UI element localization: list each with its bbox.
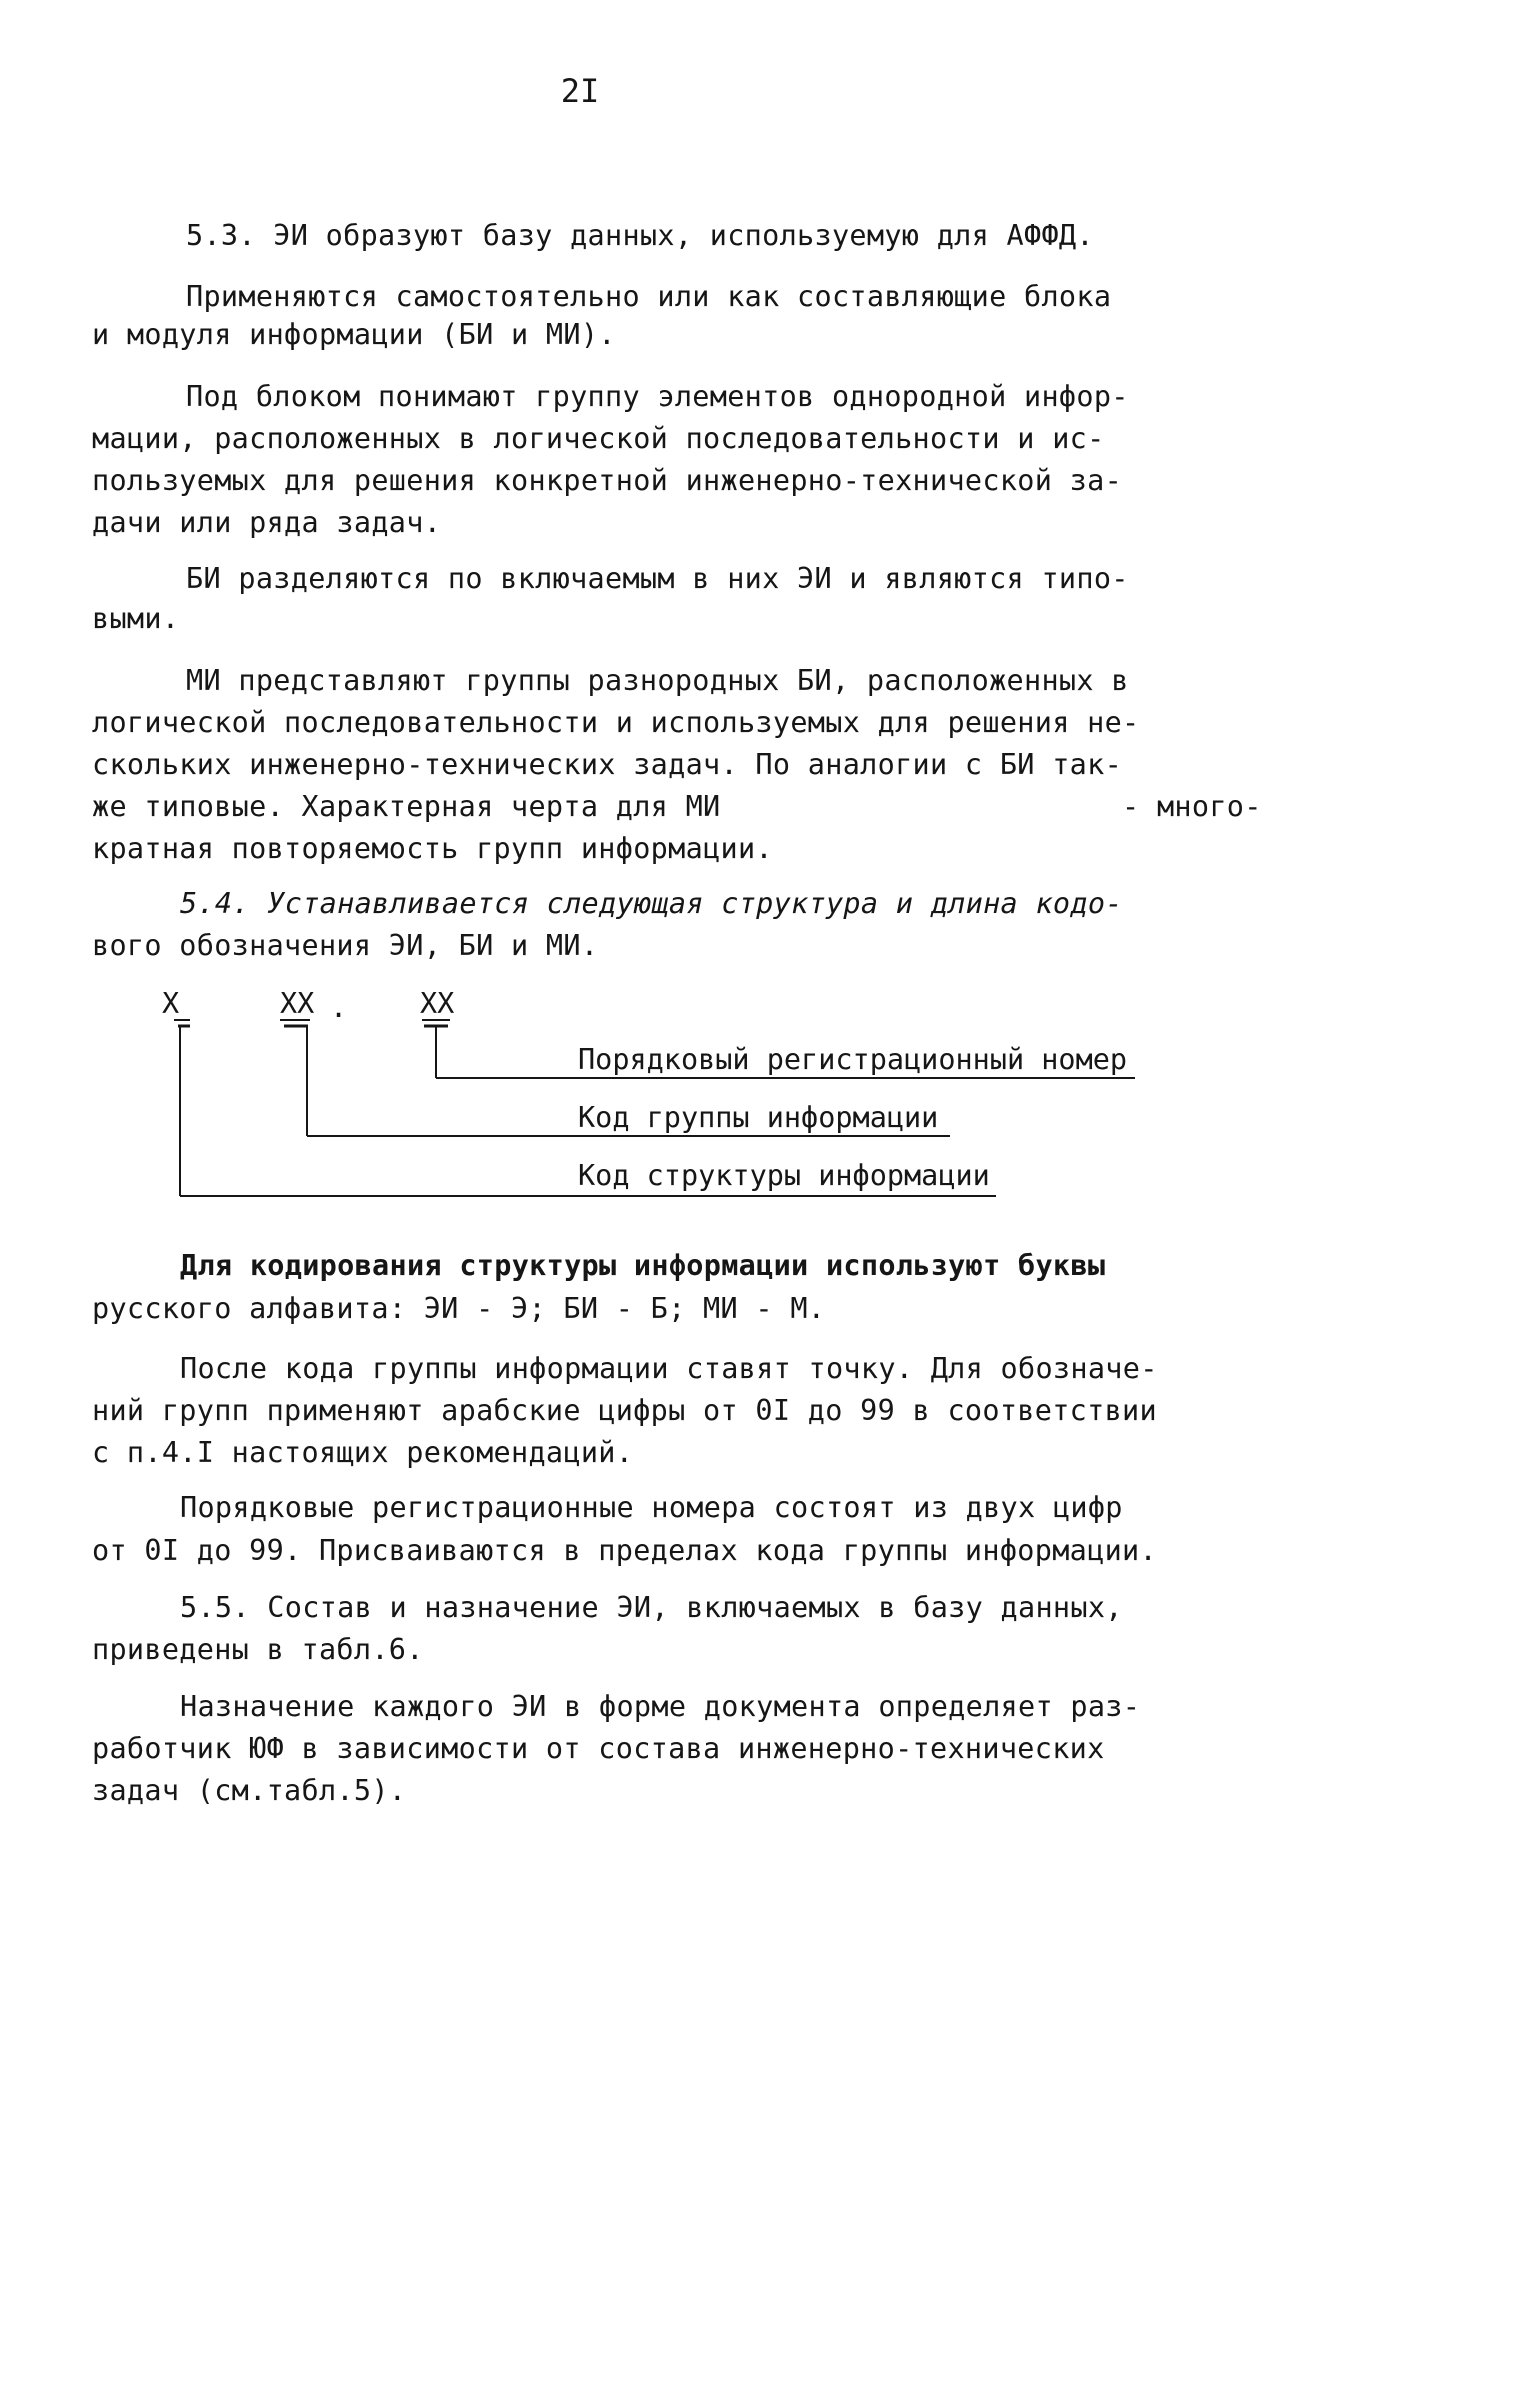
text-line: работчик ЮФ в зависимости от состава инженерно-технических bbox=[92, 1732, 1105, 1765]
text-line: Порядковые регистрационные номера состоят из двух цифр bbox=[180, 1491, 1123, 1524]
text-line: Под блоком понимают группу элементов однородной инфор- bbox=[186, 380, 1129, 413]
label-structure-code: Код структуры информации bbox=[578, 1159, 990, 1192]
text-line: с п.4.I настоящих рекомендаций. bbox=[92, 1436, 634, 1469]
text-line: скольких инженерно-технических задач. По аналогии с БИ так- bbox=[92, 748, 1123, 781]
label-registration-number: Порядковый регистрационный номер bbox=[578, 1043, 1128, 1076]
text-line: приведены в табл.6. bbox=[92, 1633, 424, 1666]
text-line: Назначение каждого ЭИ в форме документа определяет раз- bbox=[180, 1690, 1141, 1723]
code-structure-diagram bbox=[160, 987, 1160, 1210]
text-line: задач (см.табл.5). bbox=[92, 1774, 407, 1807]
code-part-x: Х bbox=[162, 987, 180, 1020]
text-line: от 0I до 99. Присваиваются в пределах кода группы информации. bbox=[92, 1534, 1157, 1567]
text-line: МИ представляют группы разнородных БИ, расположенных в bbox=[186, 664, 1129, 697]
text-line: 5.3. ЭИ образуют базу данных, используемую для АФФД. bbox=[186, 219, 1094, 252]
text-line: выми. bbox=[92, 602, 180, 635]
text-line: Применяются самостоятельно или как составляющие блока bbox=[186, 280, 1112, 313]
label-group-code: Код группы информации bbox=[578, 1101, 939, 1134]
text-line: мации, расположенных в логической последовательности и ис- bbox=[92, 422, 1105, 455]
text-line: 5.5. Состав и назначение ЭИ, включаемых в базу данных, bbox=[180, 1591, 1123, 1624]
text-line: русского алфавита: ЭИ - Э; БИ - Б; МИ - М. bbox=[92, 1292, 826, 1325]
text-line: БИ разделяются по включаемым в них ЭИ и являются типо- bbox=[186, 562, 1129, 595]
text-line: же типовые. Характерная черта для МИ - много- bbox=[92, 790, 1262, 823]
text-line: логической последовательности и используемых для решения не- bbox=[92, 706, 1140, 739]
text-line: вого обозначения ЭИ, БИ и МИ. bbox=[92, 929, 599, 962]
text-line: дачи или ряда задач. bbox=[92, 506, 442, 539]
code-part-xx-second: ХХ bbox=[420, 987, 455, 1020]
code-dot: . bbox=[330, 991, 348, 1024]
text-line: и модуля информации (БИ и МИ). bbox=[92, 318, 616, 351]
text-line: 5.4. Устанавливается следующая структура и длина кодо- bbox=[180, 887, 1123, 920]
text-line: Для кодирования структуры информации используют буквы bbox=[180, 1249, 1106, 1282]
code-part-xx: ХХ bbox=[280, 987, 315, 1020]
text-line: кратная повторяемость групп информации. bbox=[92, 832, 773, 865]
text-line: пользуемых для решения конкретной инженерно-технической за- bbox=[92, 464, 1123, 497]
text-line: После кода группы информации ставят точку. Для обозначе- bbox=[180, 1352, 1158, 1385]
text-line: ний групп применяют арабские цифры от 0I до 99 в соответствии bbox=[92, 1394, 1157, 1427]
page-number: 2I bbox=[560, 72, 600, 110]
